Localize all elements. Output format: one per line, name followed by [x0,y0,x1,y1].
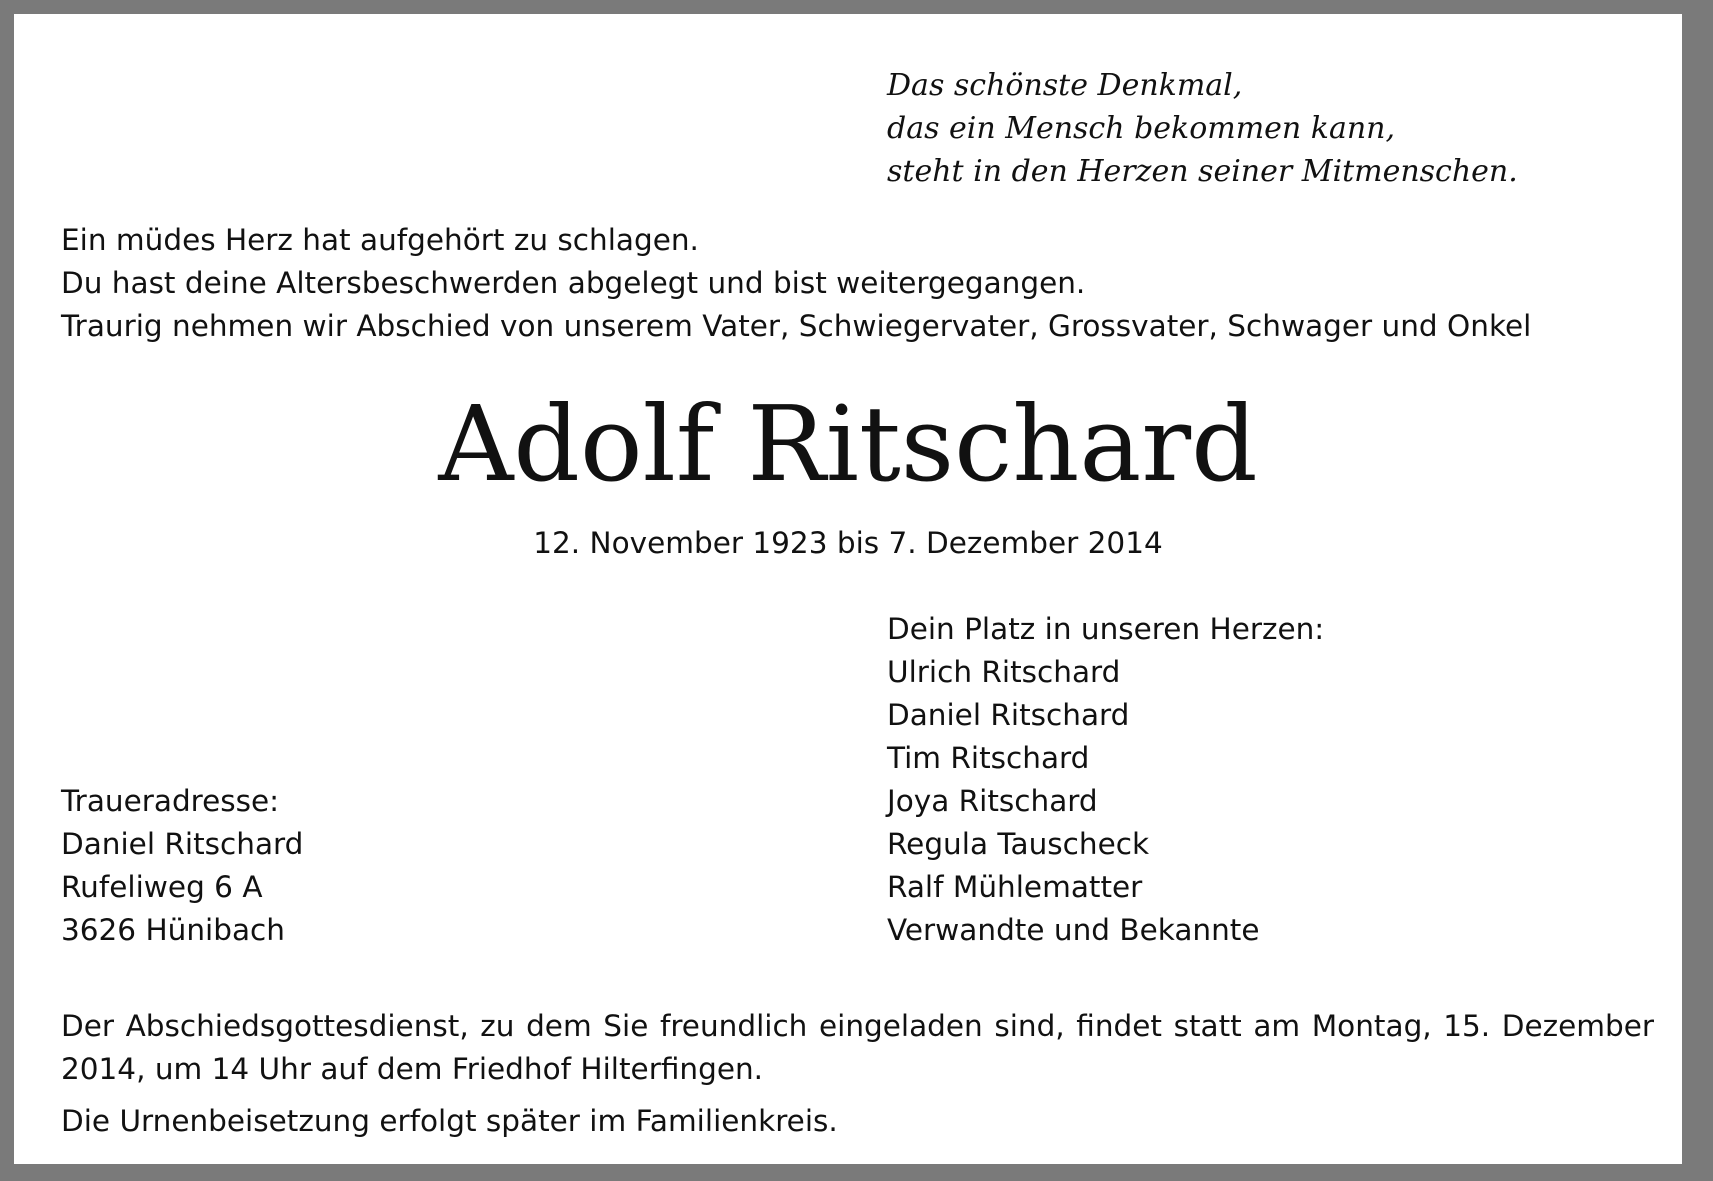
family-member: Verwandte und Bekannte [887,913,1260,947]
memorial-quote [887,64,1518,193]
family-member: Regula Tauscheck [887,827,1150,861]
obituary-notice [14,14,1682,1164]
deceased-name: Adolf Ritschard [438,383,1258,505]
quote-line: steht in den Herzen seiner Mitmenschen. [887,154,1518,189]
intro-line: Du hast deine Altersbeschwerden abgelegt und bist weitergegangen. [61,266,1086,300]
family-member: Daniel Ritschard [887,698,1130,732]
address-line: Rufeliweg 6 A [61,870,263,904]
life-dates: 12. November 1923 bis 7. Dezember 2014 [533,526,1163,560]
mourning-address [61,780,303,952]
urn-burial-note: Die Urnenbeisetzung erfolgt später im Familienkreis. [61,1104,838,1138]
address-line: Daniel Ritschard [61,827,304,861]
family-member: Joya Ritschard [887,784,1098,818]
address-heading: Traueradresse: [61,784,280,818]
family-member: Ulrich Ritschard [887,655,1121,689]
intro-text [61,219,1531,348]
family-list [887,608,1324,952]
address-line: 3626 Hünibach [61,913,285,947]
intro-line: Traurig nehmen wir Abschied von unserem Vater, Schwiegervater, Grossvater, Schwager und Onkel [61,309,1532,343]
quote-line: Das schönste Denkmal, [887,68,1243,103]
intro-line: Ein müdes Herz hat aufgehört zu schlagen. [61,223,699,257]
family-member: Ralf Mühlematter [887,870,1143,904]
family-heading: Dein Platz in unseren Herzen: [887,612,1325,646]
quote-line: das ein Mensch bekommen kann, [887,111,1396,146]
family-member: Tim Ritschard [887,741,1090,775]
service-announcement: Der Abschiedsgottesdienst, zu dem Sie freundlich eingeladen sind, findet statt am Montag, 15. Dezember 2014, um 14 Uhr auf dem Friedhof Hilterfingen. [61,1009,1654,1086]
